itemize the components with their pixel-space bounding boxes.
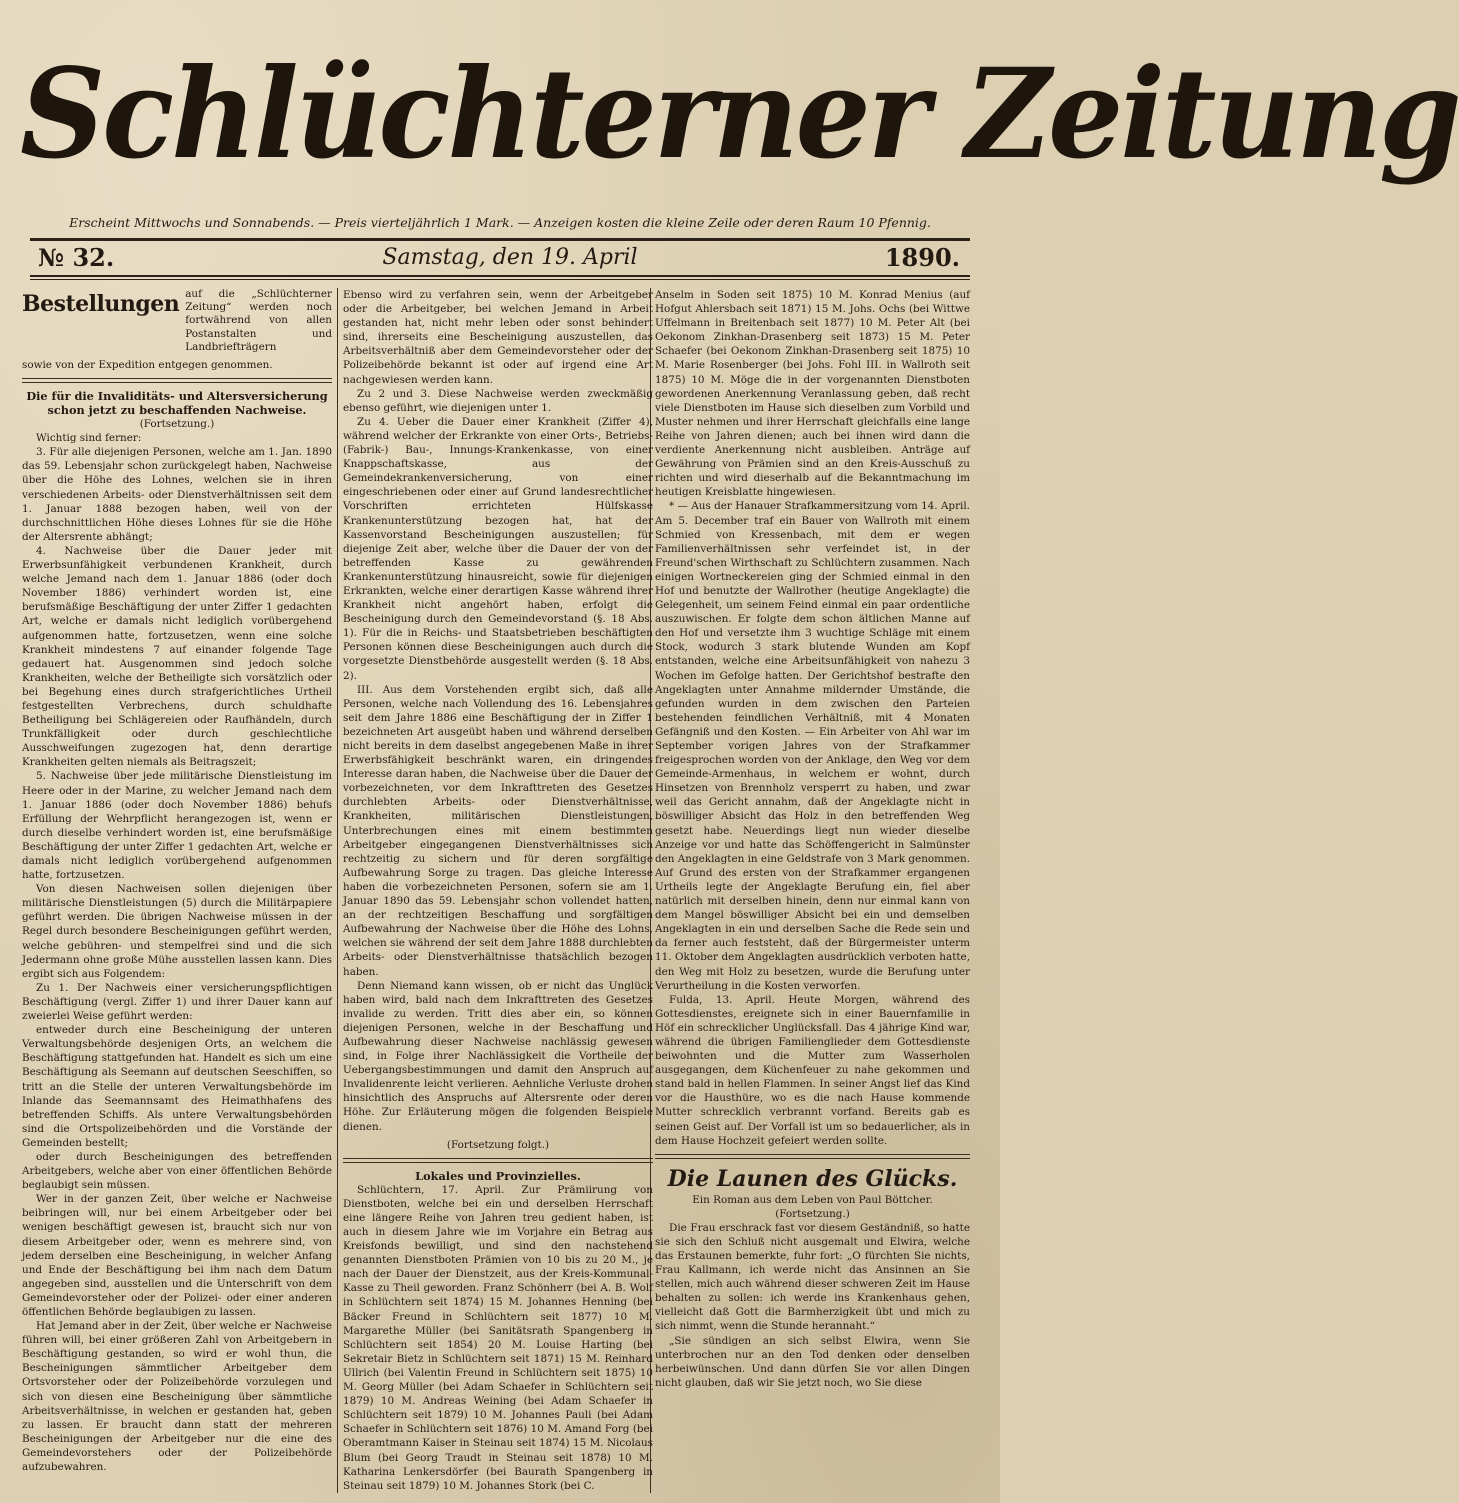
subscription-heading: Bestellungen <box>22 291 180 317</box>
article-paragraph: Von diesen Nachweisen sollen diejenigen über militärische Dienstleistungen (5) durch die Militärpapiere geführt werden. Die übrigen Nachweise müssen in der Regel durch besondere Bescheinigungen geführt werden, welche gebühren- und stempelfrei sind und die sich Jedermann ohne große Mühe ausstellen lassen kann. Dies ergibt sich aus Folgendem: <box>22 883 332 980</box>
feuilleton-paragraph: „Sie sündigen an sich selbst Elwira, wenn Sie unterbrochen nur an den Tod denken oder denselben herbeiwünschen. Und dann dürfen Sie vor allen Dingen nicht glauben, daß wir Sie jetzt noch, wo Sie diese <box>655 1334 970 1389</box>
article-paragraph: entweder durch eine Bescheinigung der unteren Verwaltungsbehörde desjenigen Orts, an welchem die Beschäftigung stattgefunden hat. Handelt es sich um eine Beschäftigung als Seemann auf deutschen Seeschiffen, so tritt an die Stelle der unteren Verwaltungsbehörde im Inlande das Seemannsamt des Heimathhafens des betreffenden Schiffs. Als untere Verwaltungsbehörden sind die Ortspolizeibehörden und die Vorstände der Gemeinden bestellt; <box>22 1024 332 1149</box>
local-news-title: Lokales und Provinzielles. <box>415 1168 581 1183</box>
local-news-paragraph: Anselm in Soden seit 1875) 10 M. Konrad Menius (auf Hofgut Ahlersbach seit 1871) 15 M. Johs. Ochs (bei Wittwe Uffelmann in Breitenbach seit 1877) 10 M. Peter Alt (bei Oekonom Zinkhan-Drasenberg seit 1873) 15 M. Peter Schaefer (bei Oekonom Zinkhan-Drasenberg seit 1875) 10 M. Marie Rosenberger (bei Johs. Fohl III. in Wallroth seit 1875) 10 M. Möge die in der vorgenannten Dienstboten gewordenen Anerkennung Veranlassung geben, daß recht viele Dienstboten im Hause sich dieselben zum Vorbild und Muster nehmen und ihrer Herrschaft gleichfalls eine lange Reihe von Jahren dienen; auch bei ihnen wird dann die verdiente Anerkennung nicht ausbleiben. Anträge auf Gewährung von Prämien sind an den Kreis-Ausschuß zu richten und wird dieserhalb auf die Bekanntmachung im heutigen Kreisblatte hingewiesen. <box>655 289 970 499</box>
column-divider <box>337 288 338 1493</box>
article-paragraph: Zu 4. Ueber die Dauer einer Krankheit (Ziffer 4), während welcher der Erkrankte von einer Orts-, Betriebs- (Fabrik-) Bau-, Innungs-Krankenkasse, von einer Knappschaftskasse, aus der Gemeindekrankenversicherung, von einer eingeschriebenen oder einer auf Grund landesrechtlicher Vorschriften errichteten Hülfskasse Krankenunterstützung bezogen hat, hat der Kassenvorstand Bescheinigungen auszustellen; für diejenige Zeit aber, welche über die Dauer der von der betreffenden Kasse zu gewährenden Krankenunterstützung hinausreicht, sowie für diejenigen Erkrankten, welche einer derartigen Kasse während ihrer Krankheit nicht angehört haben, erfolgt die Bescheinigung durch den Gemeindevorstand (§. 18 Abs. 1). Für die in Reichs- und Staatsbetrieben beschäftigten Personen können diese Bescheinigungen auch durch die vorgesetzte Dienstbehörde ausgestellt werden (§. 18 Abs. 2). <box>343 415 653 682</box>
article-paragraph: Zu 2 und 3. Diese Nachweise werden zweckmäßig ebenso geführt, wie diejenigen unter 1. <box>343 387 653 414</box>
local-news-paragraph: * — Aus der Hanauer Strafkammersitzung vom 14. April. Am 5. December traf ein Bauer von Wallroth mit einem Schmied von Kressenbach, mit dem er wegen Familienverhältnissen sehr verfeindet ist, in der Freund'schen Wirthschaft zu Schlüchtern zusammen. Nach einigen Wortneckereien ging der Schmied einmal in den Hof und benutzte der Wallrother (heutige Angeklagte) die Gelegenheit, um seinem Feind einmal ein paar ordentliche auszuwischen. Er folgte dem schon ältlichen Manne auf den Hof und versetzte ihm 3 wuchtige Schläge mit einem Stock, wodurch 3 stark blutende Wunden am Kopf entstanden, welche eine Arbeitsunfähigkeit von nahezu 3 Wochen im Gefolge hatten. Der Gerichtshof bestrafte den Angeklagten unter Annahme mildernder Umstände, die gefunden wurden in dem zwischen den Parteien bestehenden feindlichen Verhältniß, mit 4 Monaten Gefängniß und den Kosten. — Ein Arbeiter von Ahl war im September vorigen Jahres von der Strafkammer freigesprochen worden von der Anklage, den Weg vor dem Gemeinde-Armenhaus, in welchem er wohnt, durch Hinsetzen von Brennholz versperrt zu haben, und zwar weil das Gericht annahm, daß der Angeklagte nicht in böswilliger Absicht das Holz in den betreffenden Weg gesetzt habe. Neuerdings liegt nun wieder dieselbe Anzeige vor und hatte das Schöffengericht in Salmünster den Angeklagten in eine Geldstrafe von 3 Mark genommen. Auf Grund des ersten von der Strafkammer ergangenen Urtheils legte der Angeklagte Berufung ein, fiel aber natürlich mit derselben hinein, denn nur einmal kann von dem Mangel böswilliger Absicht bei ein und demselben Angeklagten in ein und derselben Sache die Rede sein und da ferner auch feststeht, daß der Bürgermeister unterm 11. Oktober dem Angeklagten ausdrücklich verboten hatte, den Weg mit Holz zu besetzen, wurde die Berufung unter Verurtheilung in die Kosten verworfen. <box>655 500 970 992</box>
masthead-title: Schlüchterner Zeitung <box>20 40 1459 187</box>
column-1 <box>22 288 332 1493</box>
article-to-be-continued: (Fortsetzung folgt.) <box>446 1138 550 1151</box>
subscription-text: auf die „Schlüchterner Zeitung“ werden noch fortwährend von allen Postanstalten und Landbriefträgern <box>185 288 332 353</box>
section-rule <box>655 1154 970 1159</box>
subscription-notice <box>22 288 332 354</box>
masthead-subline: Erscheint Mittwochs und Sonnabends. — Preis vierteljährlich 1 Mark. — Anzeigen kosten die kleine Zeile oder deren Raum 10 Pfennig. <box>69 215 931 230</box>
feuilleton-title: Die Launen des Glücks. <box>667 1165 958 1192</box>
article-paragraph: 3. Für alle diejenigen Personen, welche am 1. Jan. 1890 das 59. Lebensjahr schon zurückgelegt haben, Nachweise über die Höhe des Lohnes, welchen sie in ihren verschiedenen Arbeits- oder Dienstverhältnissen seit dem 1. Januar 1888 bezogen haben, weil von der durchschnittlichen Höhe dieses Lohnes für sie die Höhe der Altersrente abhängt; <box>22 446 332 543</box>
column-2 <box>343 288 653 1493</box>
section-rule <box>343 1158 653 1163</box>
feuilleton-subtitle: Ein Roman aus dem Leben von Paul Böttcher. <box>692 1193 933 1206</box>
article-paragraph: Denn Niemand kann wissen, ob er nicht das Unglück haben wird, bald nach dem Inkrafttreten des Gesetzes invalide zu werden. Tritt dies aber ein, so können diejenigen Personen, welche in der Beschaffung und Aufbewahrung dieser Nachweise nachlässig gewesen sind, in Folge ihrer Nachlässigkeit die Vortheile der Uebergangsbestimmungen und damit den Anspruch auf Invalidenrente leicht verlieren. Aehnliche Verluste drohen hinsichtlich des Anspruchs auf Altersrente oder deren Höhe. Zur Erläuterung mögen die folgenden Beispiele dienen. <box>343 979 653 1133</box>
article-paragraph: Zu 1. Der Nachweis einer versicherungspflichtigen Beschäftigung (vergl. Ziffer 1) und ihrer Dauer kann auf zweierlei Weise geführt werden: <box>22 981 332 1023</box>
issue-date: Samstag, den 19. April <box>382 245 638 270</box>
header-rule-bottom-thin <box>30 279 970 280</box>
column-3 <box>655 288 970 1493</box>
issue-year: 1890. <box>884 243 960 272</box>
section-rule <box>22 378 332 383</box>
header-rule-bottom <box>30 275 970 277</box>
article-paragraph: 5. Nachweise über jede militärische Dienstleistung im Heere oder in der Marine, zu welcher Jemand nach dem 1. Januar 1886 (oder doch November 1886) behufs Erfüllung der Wehrpflicht herangezogen ist, wenn er durch dieselbe verhindert worden ist, eine berufsmäßige Beschäftigung der unter Ziffer 1 gedachten Art, welche er damals nicht lediglich vorübergehend aufgenommen hatte, fortzusetzen. <box>22 770 332 882</box>
article-paragraph: Ebenso wird zu verfahren sein, wenn der Arbeitgeber oder die Arbeitgeber, bei welchen Jemand in Arbeit gestanden hat, nicht mehr leben oder sonst behindert sind, ihrerseits eine Bescheinigung auszustellen, das Arbeitsverhältniß aber dem Gemeindevorsteher oder der Polizeibehörde bekannt ist oder auf irgend eine Art nachgewiesen werden kann. <box>343 289 653 386</box>
article-continuation: (Fortsetzung.) <box>139 418 215 431</box>
local-news-paragraph: Schlüchtern, 17. April. Zur Prämiirung von Dienstboten, welche bei ein und derselben Herrschaft eine längere Reihe von Jahren treu gedient haben, ist auch in diesem Jahre wie im Vorjahre ein Betrag aus Kreisfonds bewilligt, und sind den nachstehend genannten Dienstboten Prämien von 10 bis zu 20 M., je nach der Dauer der Dienstzeit, aus der Kreis-Kommunal-Kasse zu Theil geworden. Franz Schönherr (bei A. B. Wolf in Schlüchtern seit 1874) 15 M. Johannes Henning (bei Bäcker Freund in Schlüchtern seit 1877) 10 M. Margarethe Müller (bei Sanitätsrath Spangenberg in Schlüchtern seit 1854) 20 M. Louise Harting (bei Sekretair Bietz in Schlüchtern seit 1871) 15 M. Reinhard Ullrich (bei Valentin Freund in Schlüchtern seit 1875) 10 M. Georg Müller (bei Adam Schaefer in Schlüchtern seit 1879) 10 M. Andreas Weining (bei Adam Schaefer in Schlüchtern seit 1879) 10 M. Johannes Pauli (bei Adam Schaefer in Schlüchtern seit 1876) 10 M. Amand Forg (bei Oberamtmann Kaiser in Steinau seit 1874) 15 M. Nicolaus Blum (bei Georg Traudt in Steinau seit 1878) 10 M. Katharina Lenkersdörfer (bei Baurath Spangenberg in Steinau seit 1879) 10 M. Johannes Stork (bei C. <box>343 1183 653 1492</box>
article-paragraph: Hat Jemand aber in der Zeit, über welche er Nachweise führen will, bei einer größeren Zahl von Arbeitgebern in Beschäftigung gestanden, so wird er wohl thun, die Bescheinigungen sämmtlicher Arbeitgeber dem Ortsvorsteher oder der Polizeibehörde vorzulegen und sich von diesen eine Bescheinigung über sämmtliche Arbeitsverhältnisse, in welchen er gestanden hat, geben zu lassen. Er braucht dann statt der mehreren Bescheinigungen der Arbeitgeber nur die eine des Gemeindevorstehers oder der Polizeibehörde aufzubewahren. <box>22 1320 332 1474</box>
article-paragraph: Wer in der ganzen Zeit, über welche er Nachweise beibringen will, nur bei einem Arbeitgeber oder bei wenigen beschäftigt gewesen ist, braucht sich nur von diesem Arbeitgeber oder, wenn es mehrere sind, von jedem derselben eine Bescheinigung, in welcher Anfang und Ende der Beschäftigung bei ihm nach dem Datum angegeben sind, ausstellen und die Unterschrift von dem Gemeindevorsteher oder der Polizei- oder einer anderen öffentlichen Behörde beglaubigen zu lassen. <box>22 1193 332 1319</box>
issue-number: № 32. <box>38 243 115 272</box>
article-paragraph: III. Aus dem Vorstehenden ergibt sich, daß alle Personen, welche nach Vollendung des 16. Lebensjahres seit dem Jahre 1886 eine Beschäftigung der in Ziffer 1 bezeichneten Art ausgeübt haben und während derselben nicht bereits in dem daselbst angegebenen Maße in ihrer Erwerbsfähigkeit beschränkt waren, ein dringendes Interesse daran haben, die Nachweise über die Dauer der vorbezeichneten, vor dem Inkrafttreten des Gesetzes durchlebten Arbeits- oder Dienstverhältnisse, Krankheiten, militärischen Dienstleistungen, Unterbrechungen eines mit einem bestimmten Arbeitgeber eingegangenen Dienstverhältnisses sich rechtzeitig zu sichern und für deren sorgfältige Aufbewahrung Sorge zu tragen. Das gleiche Interesse haben die vorbezeichneten Personen, sofern sie am 1. Januar 1890 das 59. Lebensjahr schon vollendet hatten, an der rechtzeitigen Beschaffung und sorgfältigen Aufbewahrung der Nachweise über die Höhe des Lohns, welchen sie während der seit dem Jahre 1888 durchlebten Arbeits- oder Dienstverhältnisse thatsächlich bezogen haben. <box>343 683 653 978</box>
feuilleton-continuation: (Fortsetzung.) <box>775 1207 850 1220</box>
article-paragraph: Wichtig sind ferner: <box>36 432 142 445</box>
article-title: Die für die Invaliditäts- und Altersversicherung schon jetzt zu beschaffenden Nachweise. <box>26 389 328 418</box>
feuilleton-paragraph: Die Frau erschrack fast vor diesem Geständniß, so hatte sie sich den Schluß nicht ausgemalt und Elwira, welche das Erstaunen bemerkte, fuhr fort: „O fürchten Sie nichts, Frau Kallmann, ich werde nicht das Ansinnen an Sie stellen, mich auch während dieser schweren Zeit im Hause behalten zu sollen: ich werde ins Krankenhaus gehen, vielleicht daß Gott die Barmherzigkeit übt und mich zu sich nimmt, wenn die Stunde herannaht.“ <box>655 1221 970 1333</box>
local-news-paragraph: Fulda, 13. April. Heute Morgen, während des Gottesdienstes, ereignete sich in einer Bauernfamilie in Höf ein schrecklicher Unglücksfall. Das 4 jährige Kind war, während die übrigen Familienglieder dem Gottesdienste beiwohnten und die Mutter zum Wasserholen ausgegangen, dem Küchenfeuer zu nahe gekommen und stand bald in hellen Flammen. In seiner Angst lief das Kind vor die Hausthüre, wo es die nach Hause kommende Mutter schrecklich verbrannt vorfand. Bereits gab es seinen Geist auf. Der Vorfall ist um so bedauerlicher, als in dem Hause Hochzeit gefeiert werden sollte. <box>655 993 970 1147</box>
subscription-text-rest: sowie von der Expedition entgegen genommen. <box>22 359 273 372</box>
article-paragraph: oder durch Bescheinigungen des betreffenden Arbeitgebers, welche aber von einer öffentlichen Behörde beglaubigt sein müssen. <box>22 1150 332 1192</box>
article-paragraph: 4. Nachweise über die Dauer jeder mit Erwerbsunfähigkeit verbundenen Krankheit, durch welche Jemand nach dem 1. Januar 1886 (oder doch November 1886) verhindert worden ist, eine berufsmäßige Beschäftigung der unter Ziffer 1 gedachten Art, welche er damals nicht lediglich vorübergehend aufgenommen hatte, fortzusetzen, wenn eine solche Krankheit mindestens 7 auf einander folgende Tage gedauert hat. Ausgenommen sind jedoch solche Krankheiten, welche der Betheiligte sich vorsätzlich oder bei Begehung eines durch strafgerichtliches Urtheil festgestellten Verbrechens, durch schuldhafte Betheiligung bei Schlägereien oder Raufhändeln, durch Trunkfälligkeit oder durch geschlechtliche Ausschweifungen zugezogen hat, denn derartige Krankheiten gelten niemals als Beitragszeit; <box>22 544 332 769</box>
